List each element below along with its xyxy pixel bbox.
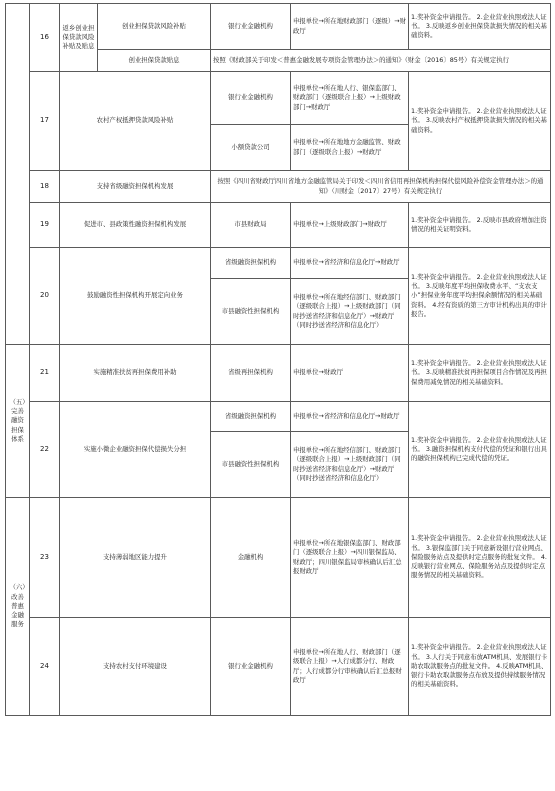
table-row (6, 4, 551, 50)
table-row (6, 171, 551, 203)
process-cell: 申报单位→所在地经信部门、财政部门（逐级联合上报）→上级财政部门（同时抄送省经济和信息化厅）→财政厅（同时抄送省经济和信息化厅） (291, 432, 409, 498)
recipient-cell: 银行业金融机构 (211, 4, 291, 50)
item-cell: 实施精准扶贫再担保费用补助 (60, 345, 211, 402)
item-cell: 促进市、县政策性融资担保机构发展 (60, 203, 211, 248)
row-number: 18 (30, 171, 60, 203)
recipient-cell: 银行业金融机构 (211, 618, 291, 716)
item-cell: 支持薄弱地区能力提升 (60, 498, 211, 618)
item-cell: 鼓励融资性担保机构开展定向业务 (60, 248, 211, 345)
item-cell: 返乡创业担保贷款风险补贴及贴息 (60, 4, 98, 72)
category-cell: （五）完善融资担保体系 (6, 345, 30, 498)
merged-note-cell: 按照《四川省财政厅四川省地方金融监管局关于印发＜四川省信用再担保机构担保代偿风险补偿资金管理办法＞的通知》（川财金〔2017〕27号）有关规定执行 (211, 171, 551, 203)
row-number: 24 (30, 618, 60, 716)
recipient-cell: 市县融资性担保机构 (211, 279, 291, 345)
recipient-cell: 银行业金融机构 (211, 72, 291, 125)
table-row (6, 345, 551, 402)
materials-cell: 1.奖补资金申请报告。 2.企业营业执照或法人证书。 3.反映返乡创业担保贷款损失情况的相关基础资料。 (409, 4, 551, 50)
row-number: 16 (30, 4, 60, 72)
table-row (6, 498, 551, 618)
item-cell: 实施小微企业融资担保代偿损失分担 (60, 402, 211, 498)
process-cell: 申报单位→上级财政部门→财政厅 (291, 203, 409, 248)
merged-note-cell: 按照《财政部关于印发＜普惠金融发展专项资金管理办法＞的通知》（财金〔2016〕85号）有关规定执行 (211, 50, 551, 72)
process-cell: 申报单位→所在地人行、财政部门（逐级联合上报）→人行成都分行、财政厅；人行成都分行审核确认后汇总报财政厅 (291, 618, 409, 716)
row-number: 17 (30, 72, 60, 171)
row-number: 23 (30, 498, 60, 618)
process-cell: 申报单位→所在地地方金融监管、财政部门（逐级联合上报）→财政厅 (291, 125, 409, 171)
row-number: 20 (30, 248, 60, 345)
policy-table (5, 3, 551, 716)
recipient-cell: 金融机构 (211, 498, 291, 618)
process-cell: 申报单位→财政厅 (291, 345, 409, 402)
item-cell: 支持省级融资担保机构发展 (60, 171, 211, 203)
materials-cell: 1.奖补资金申请报告。 2.企业营业执照或法人证书。 3.反映农村产权抵押贷款损失情况的相关基础资料。 (409, 72, 551, 171)
recipient-cell: 市县融资性担保机构 (211, 432, 291, 498)
table-row (6, 248, 551, 279)
materials-cell: 1.奖补资金申请报告。 2.企业营业执照或法人证书。 3.银保监部门关于同意新设银行营业网点、保险服务站点及提供时定点服务的批复文件。 4.反映银行营业网点、保险服务站点及提供时定点服务情况的相关基础资料。 (409, 498, 551, 618)
materials-cell: 1.奖补资金申请报告。 2.企业营业执照或法人证书。 3.反映精准扶贫再担保项目合作情况及再担保费用减免情况的相关基础资料。 (409, 345, 551, 402)
materials-cell: 1.奖补资金申请报告。 2.企业营业执照或法人证书。 3.人行关于同意布放ATM机具、发展银行卡助农取款服务点的批复文件。 4.反映ATM机具、银行卡助农取款服务点布放及提供持续服务情况的相关基础资料。 (409, 618, 551, 716)
process-cell: 申报单位→所在地财政部门（逐级）→财政厅 (291, 4, 409, 50)
materials-cell: 1.奖补资金申请报告。 2.企业营业执照或法人证书。 3.反映年度平均担保收费水平、“支农支小”担保业务年度平均担保余额情况的相关基础资料。 4.经有资质的第三方审计机构出具的审计报告。 (409, 248, 551, 345)
row-number: 22 (30, 402, 60, 498)
process-cell: 申报单位→所在地经信部门、财政部门（逐级联合上报）→上级财政部门（同时抄送省经济和信息化厅）→财政厅（同时抄送省经济和信息化厅） (291, 279, 409, 345)
category-cell: （六）改善普惠金融服务 (6, 498, 30, 716)
process-cell: 申报单位→省经济和信息化厅→财政厅 (291, 402, 409, 432)
row-number: 19 (30, 203, 60, 248)
process-cell: 申报单位→所在地银保监部门、财政部门（逐级联合上报）→四川银保监局、财政厅；四川银保监局审核确认后汇总报财政厅 (291, 498, 409, 618)
materials-cell: 1.奖补资金申请报告。 2.反映市县政府增加注资情况的相关证明资料。 (409, 203, 551, 248)
recipient-cell: 市县财政局 (211, 203, 291, 248)
table-row (6, 203, 551, 248)
category-cell-empty (6, 4, 30, 345)
recipient-cell: 省级融资担保机构 (211, 248, 291, 279)
recipient-cell: 小额贷款公司 (211, 125, 291, 171)
subitem-cell: 创业担保贷款贴息 (98, 50, 211, 72)
table-row (6, 402, 551, 432)
process-cell: 申报单位→省经济和信息化厅→财政厅 (291, 248, 409, 279)
table-row (6, 618, 551, 716)
item-cell: 农村产权抵押贷款风险补贴 (60, 72, 211, 171)
item-cell: 支持农村支付环境建设 (60, 618, 211, 716)
materials-cell: 1.奖补资金申请报告。 2.企业营业执照或法人证书。 3.融资担保机构支付代偿的凭证和银行出具的融资担保机构已完成代偿的凭证。 (409, 402, 551, 498)
subitem-cell: 创业担保贷款风险补贴 (98, 4, 211, 50)
process-cell: 申报单位→所在地人行、银保监部门、财政部门（逐级联合上报）→上级财政部门→财政厅 (291, 72, 409, 125)
row-number: 21 (30, 345, 60, 402)
recipient-cell: 省级再担保机构 (211, 345, 291, 402)
recipient-cell: 省级融资担保机构 (211, 402, 291, 432)
table-row (6, 72, 551, 125)
